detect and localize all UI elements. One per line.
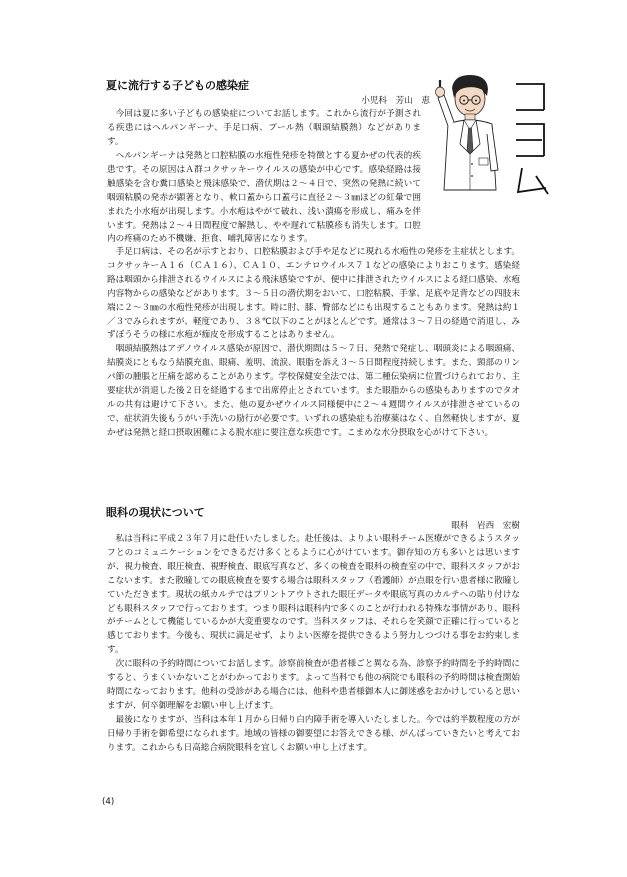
column-heading-mark	[508, 78, 552, 196]
doctor-illustration	[430, 72, 512, 196]
article2-paragraph-3: 最後になりますが、当科は本年１月から日帰り白内障手術を導入いたしました。今では約半数程度の方が日帰り手術を御希望になられます。地域の皆様の御要望にお答えできる様、がんばっていきたいと考えております。これからも日高総合病院眼科を宜しくお願い申し上げます。	[107, 714, 520, 753]
article1-title: 夏に流行する子どもの感染症	[106, 79, 249, 92]
article1-body-top	[107, 108, 421, 150]
article2-title: 眼科の現状について	[106, 506, 205, 519]
article2-body	[107, 533, 520, 756]
article1-paragraph-1: 今回は夏に多い子どもの感染症についてお話します。これから流行が予測される疾患にはヘルパンギーナ、手足口病、プール熱（咽頭結膜熱）などがあります。	[107, 109, 421, 147]
article1-author: 小児科 芳山 恵	[361, 96, 430, 106]
article1-body-wide	[107, 246, 520, 441]
article2-author: 眼科 岩西 宏樹	[451, 521, 520, 531]
article2-paragraph-1: 私は当科に平成２３年７月に赴任いたしました。赴任後は、よりよい眼科チーム医療ができるようスタッフとのコミュニケーションをできるだけ多くとるように心がけています。御存知の方も多いとは思いますが、視力検査、眼圧検査、視野検査、眼底写真など、多くの検査を眼科の検査室の中で、眼科スタッフがおこないます。また散瞳しての眼底検査を要する場合は眼科スタッフ（看護師）が点眼を行い患者様に散瞳していただきます。現状の紙カルテではプリントアウトされた眼圧データや眼底写真のカルテへの貼り付けなども眼科スタッフで行っております。つまり眼科は眼科内で多くのことが行われる特殊な事情があり、眼科がチームとして機能しているかが大変重要なのです。当科スタッフは、それらを笑顔で正確に行っていると感じております。今後も、現状に満足せず、よりよい医療を提供できるよう努力しつづける事をお約束します。	[107, 534, 520, 656]
article1-paragraph-3: 手足口病は、その名が示すとおり、口腔粘膜および手や足などに現れる水疱性の発疹を主症状とします。コクサッキーＡ１６（ＣＡ１６）、ＣＡ１０、エンテロウイルス７１などの感染によりおこります。感染経路は咽頭から排泄されるウイルスによる飛沫感染ですが、便中に排泄されたウイルスによる経口感染、水疱内容物からの感染などがあります。３～５日の潜伏期をおいて、口腔粘膜、手掌、足底や足背などの四肢末端に２～３㎜の水疱性発疹が出現します。時に肘、膝、臀部などにも出現することもあります。発熱は約１／３でみられますが、軽度であり、３８℃以下のことがほとんどです。通常は３～７日の経過で消退し、みずぼうそうの様に水疱が痂皮を形成することはありません。	[107, 247, 520, 341]
article1-paragraph-4: 咽頭結膜熱はアデノウイルス感染が原因で、潜伏期間は５～７日、発熱で発症し、咽頭炎による咽頭痛、結膜炎にともなう結膜充血、眼痛、羞明、流涙、眼脂を訴え３～５日間程度持続します。また、頸部のリンパ節の腫脹と圧痛を認めることがあります。学校保健安全法では、第二種伝染病に位置づけられており、主要症状が消退した後２日を経過するまで出席停止とされています。また眼脂からの感染もありますのでタオルの共有は避けて下さい。また、他の夏かぜウイルス同様便中に２～４週間ウイルスが排泄させているので、症状消失後もうがい手洗いの励行が必要です。いずれの感染症も治療薬はなく、自然軽快しますが、夏かぜは発熱と経口摂取困難による脱水症に要注意な疾患です。こまめな水分摂取を心がけて下さい。	[107, 344, 520, 438]
article1-body-narrow	[107, 150, 421, 247]
article1-paragraph-2: ヘルパンギーナは発熱と口腔粘膜の水疱性発疹を特徴とする夏かぜの代表的疾患です。その原因はＡ群コクサッキーウイルスの感染が中心です。感染経路は接触感染を含む糞口感染と飛沫感染で、潜伏期は２～４日で、突然の発熱に続いて咽頭粘膜の発赤が顕著となり、軟口蓋から口蓋弓に直径２～３㎜ほどの紅暈で囲まれた小水疱が出現します。小水疱はやがて破れ、浅い潰瘍を形成し、痛みを伴います。発熱は２～４日間程度で解熱し、やや遅れて粘膜疹も消失します。口腔内の疼痛のため不機嫌、拒食、哺乳障害になります。	[107, 151, 421, 245]
article2-paragraph-2: 次に眼科の予約時間についてお話します。診察前検査が患者様ごと異なる為、診察予約時間を予約時間にすると、うまくいかないことがわかっております。よって当科でも他の病院でも眼科の予約時間は検査開始時間になっております。他科の受診がある場合には、他科や患者様御本人に御迷惑をおかけしていると思いますが、何卒御理解をお願い申し上げます。	[107, 659, 520, 711]
page-number: (4)	[102, 797, 115, 807]
